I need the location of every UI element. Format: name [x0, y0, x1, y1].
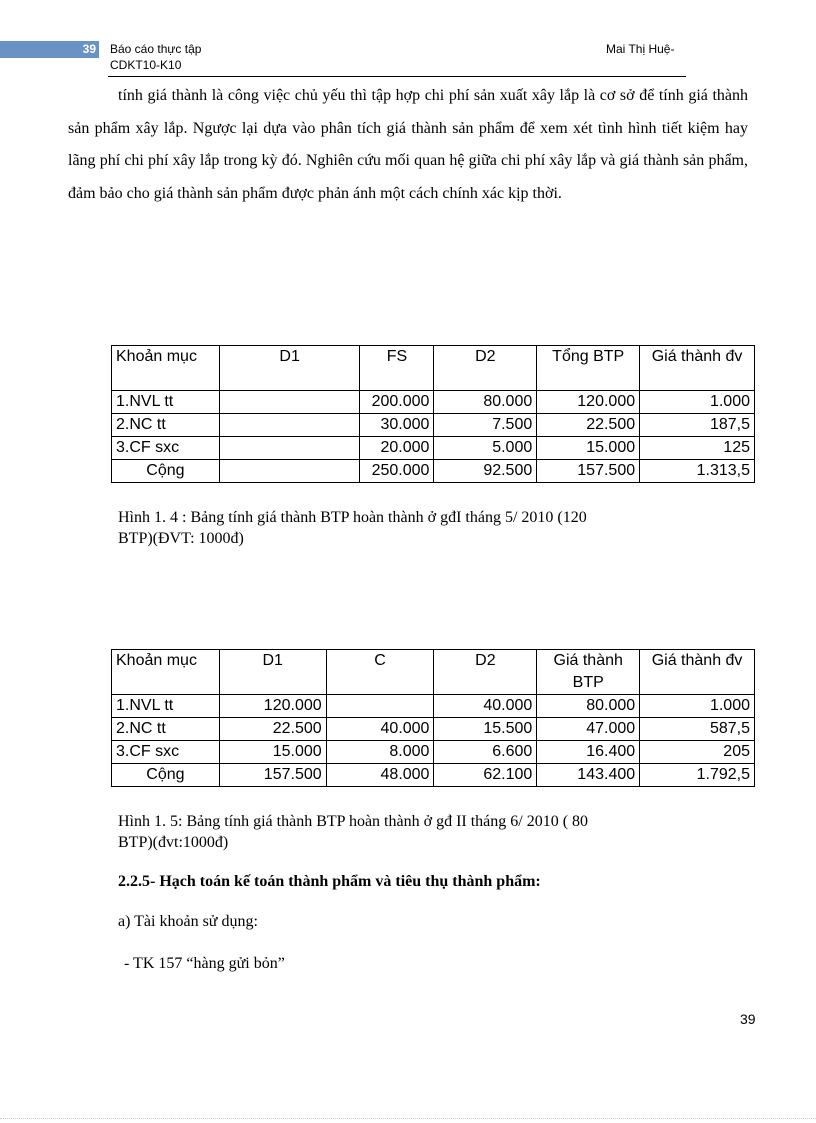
table-cell: 587,5	[640, 718, 755, 741]
table-header-cell: D1	[219, 346, 360, 391]
table-cell: Cộng	[112, 460, 220, 483]
table-cell: 250.000	[360, 460, 434, 483]
header-divider	[108, 76, 686, 77]
table-header-cell: C	[326, 650, 434, 695]
cost-table-1	[111, 345, 755, 483]
table-cell: 48.000	[326, 764, 434, 787]
table1-caption-line2: BTP)(ĐVT: 1000đ)	[118, 530, 244, 547]
table2-caption	[118, 811, 718, 853]
table-header-cell: Giá thành BTP	[537, 650, 640, 695]
subsection-a: a) Tài khoản sử dụng:	[118, 913, 258, 930]
table-cell	[326, 695, 434, 718]
table-cell: 15.000	[537, 437, 640, 460]
cost-table-2	[111, 649, 755, 787]
table-row	[112, 391, 755, 414]
table-cell: 80.000	[434, 391, 537, 414]
header-title-line1: Báo cáo thực tập	[110, 42, 202, 56]
table-cell: 1.792,5	[640, 764, 755, 787]
table-cell: 1.NVL tt	[112, 391, 220, 414]
table-cell: 30.000	[360, 414, 434, 437]
table-cell: 205	[640, 741, 755, 764]
table2-caption-line2: BTP)(đvt:1000đ)	[118, 834, 229, 851]
table-header-row	[112, 346, 755, 391]
table-cell: 7.500	[434, 414, 537, 437]
table2-caption-line1: Hình 1. 5: Bảng tính giá thành BTP hoàn thành ở gđ II tháng 6/ 2010 ( 80	[118, 813, 589, 830]
table-cell: 15.000	[219, 741, 326, 764]
table-cell: 3.CF sxc	[112, 741, 220, 764]
table-cell: 22.500	[537, 414, 640, 437]
page-bottom-border	[0, 1118, 816, 1119]
footer-page-number: 39	[740, 1011, 756, 1027]
table-cell: 157.500	[219, 764, 326, 787]
header-author: Mai Thị Huệ-	[606, 42, 675, 56]
table-cell: 20.000	[360, 437, 434, 460]
table-row	[112, 718, 755, 741]
table-cell: 5.000	[434, 437, 537, 460]
list-item: - TK 157 “hàng gửi bỏn”	[124, 955, 285, 972]
table-header-cell: Giá thành đv	[640, 650, 755, 695]
table-cell	[219, 437, 360, 460]
table-header-row	[112, 650, 755, 695]
table-header-cell: Tổng BTP	[537, 346, 640, 391]
table-cell: 16.400	[537, 741, 640, 764]
table-cell: 1.000	[640, 695, 755, 718]
table-header-cell: Khoản mục	[112, 346, 220, 391]
table-cell: 1.313,5	[640, 460, 755, 483]
table-cell: 6.600	[434, 741, 537, 764]
table-header-cell: Giá thành đv	[640, 346, 755, 391]
header-title-line2: CDKT10-K10	[110, 58, 182, 72]
table-row	[112, 741, 755, 764]
table-header-cell: Khoản mục	[112, 650, 220, 695]
table-cell: 120.000	[537, 391, 640, 414]
header-title	[110, 41, 201, 73]
table-cell: 120.000	[219, 695, 326, 718]
table-header-cell: D2	[434, 650, 537, 695]
table-cell: 92.500	[434, 460, 537, 483]
table-cell: 40.000	[326, 718, 434, 741]
table-row	[112, 437, 755, 460]
table-cell: 125	[640, 437, 755, 460]
table-cell: 2.NC tt	[112, 718, 220, 741]
table-cell	[219, 414, 360, 437]
table-cell: 1.NVL tt	[112, 695, 220, 718]
table-row	[112, 695, 755, 718]
table-cell: 15.500	[434, 718, 537, 741]
table-cell: 200.000	[360, 391, 434, 414]
table-total-row	[112, 460, 755, 483]
table-cell: 3.CF sxc	[112, 437, 220, 460]
table-cell: 40.000	[434, 695, 537, 718]
header-page-number: 39	[82, 42, 96, 56]
table-cell: 1.000	[640, 391, 755, 414]
table1-caption	[118, 507, 718, 549]
table-cell: 47.000	[537, 718, 640, 741]
table-total-row	[112, 764, 755, 787]
table-row	[112, 414, 755, 437]
table-header-cell: FS	[360, 346, 434, 391]
table-cell: 80.000	[537, 695, 640, 718]
table-cell: 2.NC tt	[112, 414, 220, 437]
table-cell: 62.100	[434, 764, 537, 787]
body-paragraph: tính giá thành là công việc chủ yếu thì tập hợp chi phí sản xuất xây lắp là cơ sở để tính giá thành sản phẩm xây lắp. Ngược lại dựa vào phân tích giá thành sản phẩm để xem xét tình hình tiết kiệm hay lãng phí chi phí xây lắp trong kỳ đó. Nghiên cứu mối quan hệ giữa chi phí xây lắp và giá thành sản phẩm, đảm bảo cho giá thành sản phẩm được phản ánh một cách chính xác kịp thời.	[68, 87, 748, 202]
table-cell: 22.500	[219, 718, 326, 741]
table-cell: 187,5	[640, 414, 755, 437]
table-cell	[219, 391, 360, 414]
table-header-cell: D1	[219, 650, 326, 695]
section-heading: 2.2.5- Hạch toán kế toán thành phẩm và tiêu thụ thành phẩm:	[118, 873, 541, 890]
table-cell: 8.000	[326, 741, 434, 764]
table-cell: 157.500	[537, 460, 640, 483]
table1-caption-line1: Hình 1. 4 : Bảng tính giá thành BTP hoàn thành ở gđI tháng 5/ 2010 (120	[118, 509, 587, 526]
table-cell: 143.400	[537, 764, 640, 787]
table-header-cell: D2	[434, 346, 537, 391]
table-cell	[219, 460, 360, 483]
table-cell: Cộng	[112, 764, 220, 787]
